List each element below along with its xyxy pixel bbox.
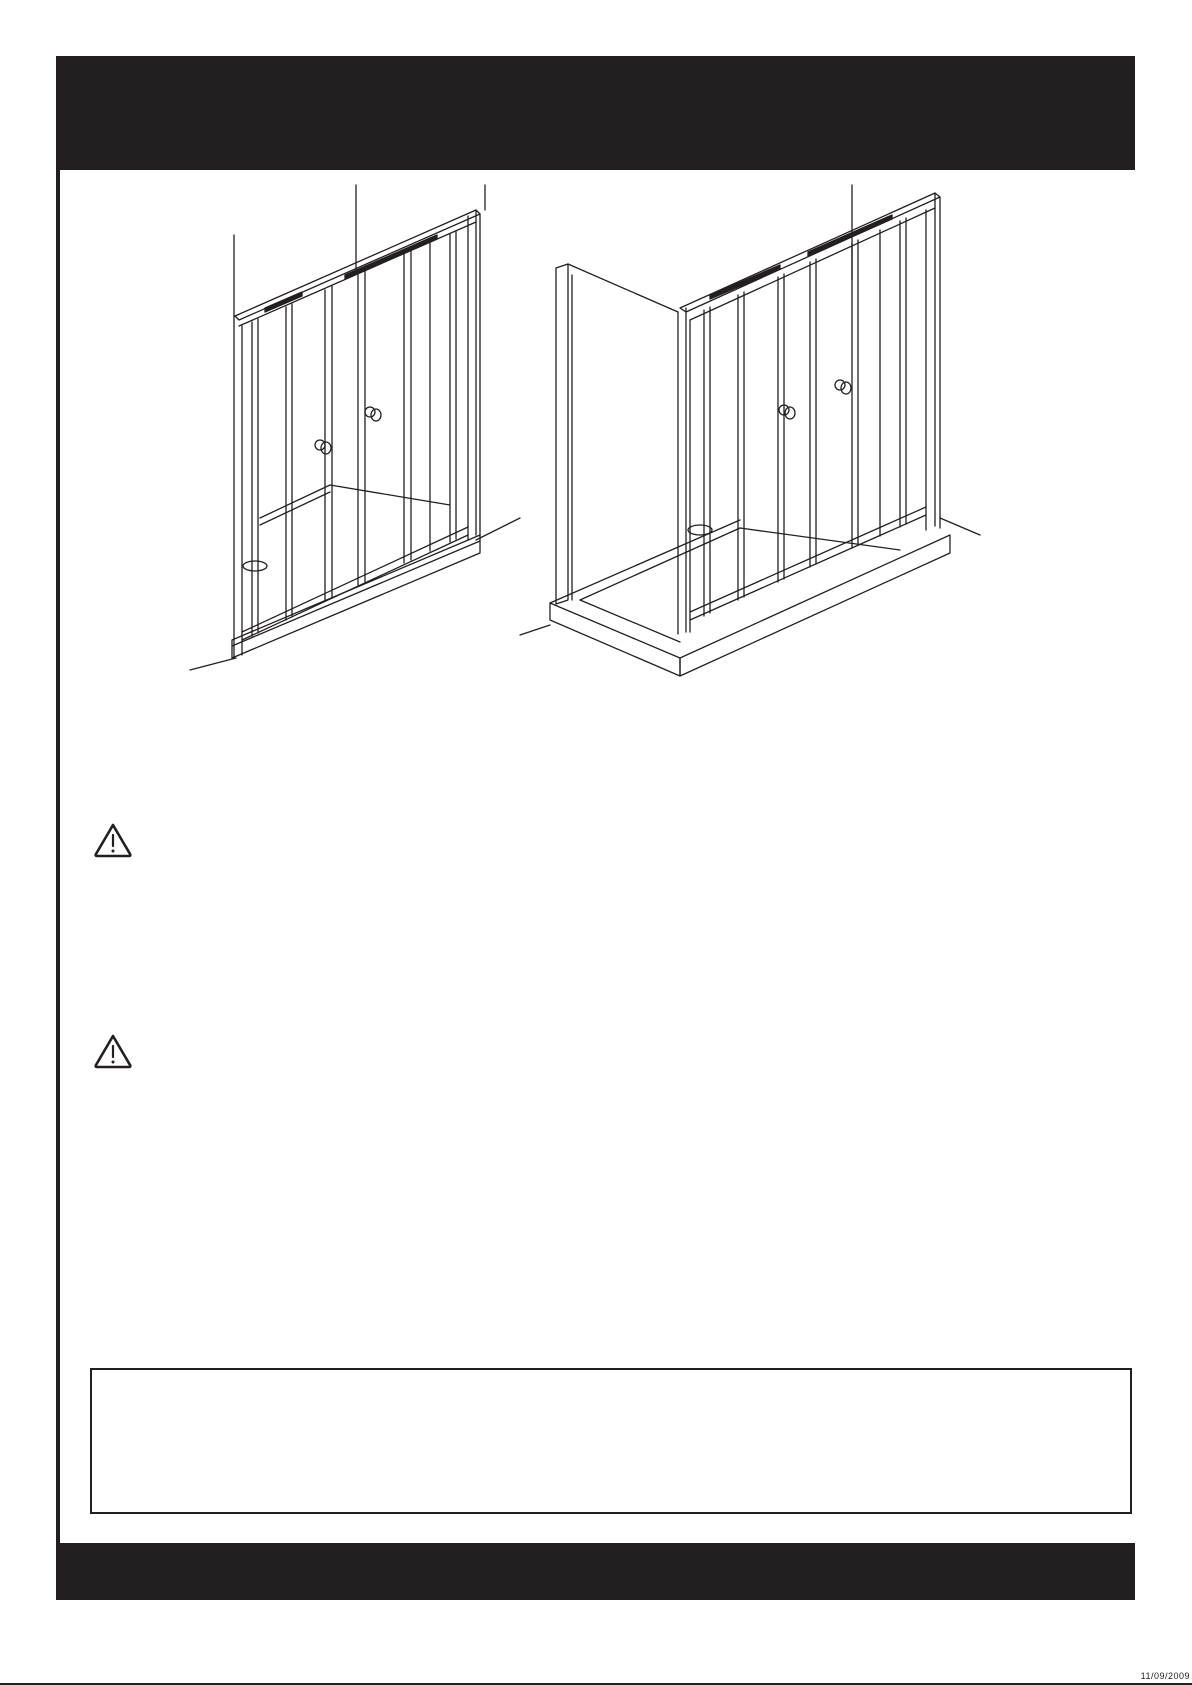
header-bar xyxy=(56,56,1135,170)
footer-bar xyxy=(56,1543,1135,1600)
footer-document-code: 11/09/2009 xyxy=(1140,1671,1190,1681)
note-box xyxy=(90,1368,1132,1514)
alcove-enclosure-drawing xyxy=(190,185,520,670)
warning-triangle-icon xyxy=(93,1033,133,1069)
shower-enclosure-illustration xyxy=(180,180,1040,720)
warning-triangle-icon xyxy=(93,822,133,858)
corner-enclosure-drawing xyxy=(520,185,980,676)
left-margin-rule xyxy=(56,170,60,1600)
